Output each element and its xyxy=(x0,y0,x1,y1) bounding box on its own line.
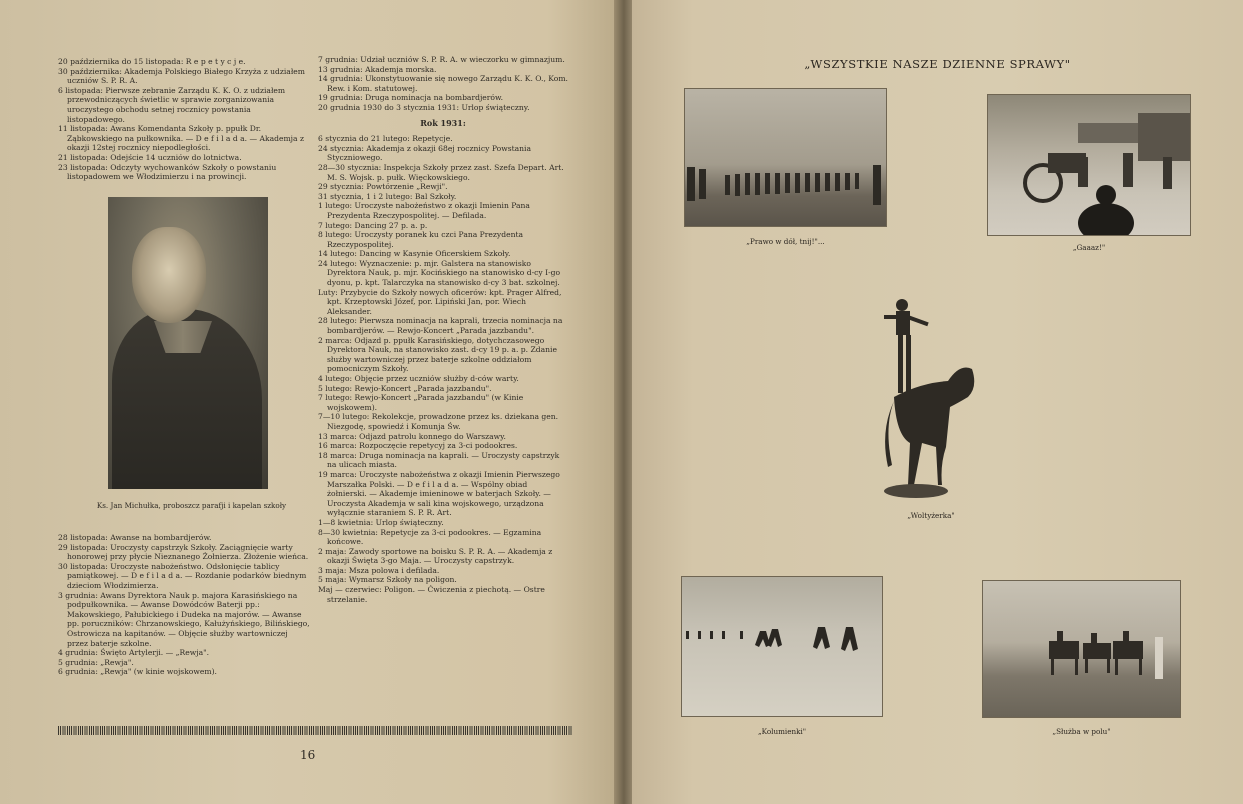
chronicle-entry: 23 listopada: Odczyty wychowanków Szkoły o powstaniu listopadowem we Włodzimierzu i na prowincji. xyxy=(58,162,277,182)
portrait-face xyxy=(132,227,206,323)
chronicle-entry: 6 listopada: Pierwsze zebranie Zarządu K. K. O. z udziałem przewodniczących świetlic w sprawie zorganizowania uroczystego obchodu setnej rocznicy powstania listopadowego. xyxy=(58,85,286,124)
chronicle-entry: 11 listopada: Awans Komendanta Szkoły p. ppułk Dr. Ząbkowskiego na pułkownika. — D e f i l a d a. — Akademja z okazji 12stej rocznicy niepodległości. xyxy=(58,124,304,153)
photo-caption: „Prawo w dół, tnij!"... xyxy=(746,237,825,246)
chronicle-entry: 4 lutego: Objęcie przez uczniów służby d-ców warty. xyxy=(318,374,519,383)
chronicle-entry: 19 marca: Uroczyste nabożeństwa z okazji Imienin Pierwszego Marszałka Polski. — D e f i l a d a. — Wspólny obiad żołnierski. — Akademje imieninowe w baterjach Szkoły. — Uroczysta Akademja w sali kina wojskowego, urządzona wyłącznie staraniem S. P. R. Art. xyxy=(318,469,560,518)
year-heading: Rok 1931: xyxy=(420,117,466,128)
chronicle-entry: 20 grudnia 1930 do 3 stycznia 1931: Urlop świąteczny. xyxy=(318,102,530,112)
decorative-rule xyxy=(58,726,572,735)
chronicle-entry: 28 lutego: Pierwsza nominacja na kaprali, trzecia nominacja na bombardjerów. — Rewjo-Koncert „Parada jazzbandu". xyxy=(318,316,563,336)
chronicle-entry: 7—10 lutego: Rekolekcje, prowadzone przez ks. dziekana gen. Niezgodę, spowiedź i Komunja Św. xyxy=(318,412,559,431)
photo-sabre-drill-figures xyxy=(685,89,886,226)
chronicle-entry: 6 grudnia: „Rewja" (w kinie wojskowem). xyxy=(58,667,217,677)
chronicle-entry: 14 grudnia: Ukonstytuowanie się nowego Zarządu K. K. O., Kom. Rew. i Kom. statutowej. xyxy=(318,74,568,93)
chronicle-entry: 21 listopada: Odejście 14 uczniów do lotnictwa. xyxy=(58,152,242,162)
photo-running-columns xyxy=(682,577,882,716)
chronicle-entry: 31 stycznia, 1 i 2 lutego: Bal Szkoły. xyxy=(318,191,457,201)
chronicle-entry: 30 października: Akademja Polskiego Białego Krzyża z udziałem uczniów S. P. R. A. xyxy=(58,66,305,86)
page-number: 16 xyxy=(300,748,316,762)
chronicle-entry: 6 stycznia do 21 lutego: Repetycje. xyxy=(318,134,453,144)
chronicle-entry: 19 grudnia: Druga nominacja na bombardjerów. xyxy=(318,93,504,103)
chronicle-entry: 13 grudnia: Akademja morska. xyxy=(318,64,437,74)
photo-field-service-figures xyxy=(983,581,1180,717)
photo-running-columns-figures xyxy=(682,577,882,716)
chronicle-entry: 7 grudnia: Udział uczniów S. P. R. A. w wieczorku w gimnazjum. xyxy=(318,55,565,64)
photo-field-service xyxy=(983,581,1180,717)
chronicle-column-2 xyxy=(318,55,568,604)
chronicle-entry: 7 lutego: Rewjo-Koncert „Parada jazzbandu" (w Kinie wojskowem). xyxy=(318,393,524,412)
chronicle-entry: 20 października do 15 listopada: R e p e t y c j e. xyxy=(58,57,246,66)
chronicle-entry: 3 maja: Msza polowa i defilada. xyxy=(318,565,440,575)
chronicle-entry: 16 marca: Rozpoczęcie repetycyj za 3-ci podookres. xyxy=(318,441,518,451)
photo-caption: „Służba w polu" xyxy=(1052,727,1111,736)
chronicle-entry: 8 lutego: Uroczysty poranek ku czci Pana Prezydenta Rzeczypospolitej. xyxy=(318,230,524,249)
chronicle-entry: 29 stycznia: Powtórzenie „Rewji". xyxy=(318,182,448,192)
photo-sabre-drill xyxy=(685,89,886,226)
chronicle-entry: 28—30 stycznia: Inspekcja Szkoły przez zast. Szefa Depart. Art. M. S. Wojsk. p. pułk. Więckowskiego. xyxy=(318,162,564,182)
chronicle-entry: 13 marca: Odjazd patrolu konnego do Warszawy. xyxy=(318,431,506,441)
chronicle-entry: 3 grudnia: Awans Dyrektora Nauk p. majora Karasińskiego na podpułkownika. — Awanse Dowódców Baterji pp.: Makowskiego, Pałubickiego i Dudeka na majorów. — Awanse pp. poruczników: Chrzanowskiego, Kałużyńskiego, Bilińskiego, Ostrowicza na kapitanów. — Objęcie służby wartowniczej przez baterje szkolne. xyxy=(58,590,310,648)
chronicle-entry: 1 lutego: Uroczyste nabożeństwo z okazji Imienin Pana Prezydenta Rzeczypospolitej. — Defilada. xyxy=(318,201,530,220)
chronicle-entry: Luty: Przybycie do Szkoły nowych oficerów: kpt. Prager Alfred, kpt. Krzeptowski Józef, por. Lipiński Jan, por. Wiech Aleksander. xyxy=(318,287,562,316)
chronicle-entry: 7 lutego: Dancing 27 p. a. p. xyxy=(318,220,428,230)
chronicle-entry: 4 grudnia: Święto Artylerji. — „Rewja". xyxy=(58,648,210,658)
chronicle-column-1-bottom xyxy=(58,533,310,677)
chronicle-entry: 30 listopada: Uroczyste nabożeństwo. Odsłonięcie tablicy pamiątkowej. — D e f i l a d a. — Rozdanie podarków biednym dzieciom Włodzimierza. xyxy=(58,561,307,590)
photo-caption: „Woltyżerka" xyxy=(907,511,955,520)
chronicle-column-1-top xyxy=(58,57,308,182)
chronicle-entry: 18 marca: Druga nominacja na kaprali. — Uroczysty capstrzyk na ulicach miasta. xyxy=(318,450,560,470)
chronicle-entry: 8—30 kwietnia: Repetycje za 3-ci podookres. — Egzamina końcowe. xyxy=(318,527,542,547)
chronicle-entry: 5 lutego: Rewjo-Koncert „Parada jazzbandu". xyxy=(318,383,492,393)
chronicle-entry: 14 lutego: Dancing w Kasynie Oficerskiem Szkoły. xyxy=(318,249,511,259)
chronicle-entry: 5 maja: Wymarsz Szkoły na poligon. xyxy=(318,575,457,585)
photo-caption: „Gaaaz!" xyxy=(1072,243,1106,252)
chronicle-entry: Maj — czerwiec: Poligon. — Ćwiczenia z piechotą. — Ostre strzelanie. xyxy=(318,585,545,604)
vaulting-horse-cutout xyxy=(880,297,982,502)
photo-caption: „Kolumienki" xyxy=(757,727,807,736)
chronicle-entry: 2 marca: Odjazd p. ppułk Karasińskiego, dotychczasowego Dyrektora Nauk, na stanowisko zast. d-cy 19 p. a. p. Zdanie służby wartowniczej przez baterje szkolne oddziałom pomocniczym Szkoły. xyxy=(318,335,557,374)
portrait-caption: Ks. Jan Michułka, proboszcz parafji i kapelan szkoły xyxy=(96,501,287,510)
chronicle-entry: 2 maja: Zawody sportowe na boisku S. P. R. A. — Akademja z okazji Święta 3-go Maja. — Uroczysty capstrzyk. xyxy=(318,546,553,566)
chronicle-entry: 24 stycznia: Akademja z okazji 68ej rocznicy Powstania Styczniowego. xyxy=(318,143,532,163)
chronicle-entry: 24 lutego: Wyznaczenie: p. mjr. Galstera na stanowisko Dyrektora Nauk, p. mjr. Kocińskiego na stanowisko d-cy I-go dyonu, p. kpt. Talarczyka na stanowisko d-cy 3 bat. szkolnej. xyxy=(318,258,561,288)
photo-gas-drill xyxy=(988,95,1190,235)
chronicle-entry: 29 listopada: Uroczysty capstrzyk Szkoły. Zaciągnięcie warty honorowej przy płycie Nieznanego Żołnierza. Złożenie wieńca. xyxy=(58,542,309,562)
chronicle-entry: 1—8 kwietnia: Urlop świąteczny. xyxy=(318,517,444,527)
photo-gas-drill-figures xyxy=(988,95,1190,235)
page-title: „WSZYSTKIE NASZE DZIENNE SPRAWY" xyxy=(804,57,1071,71)
chronicle-entry: 28 listopada: Awanse na bombardjerów. xyxy=(58,533,212,542)
chaplain-portrait-photo xyxy=(108,197,268,489)
chronicle-entry: 5 grudnia: „Rewja". xyxy=(58,657,134,667)
